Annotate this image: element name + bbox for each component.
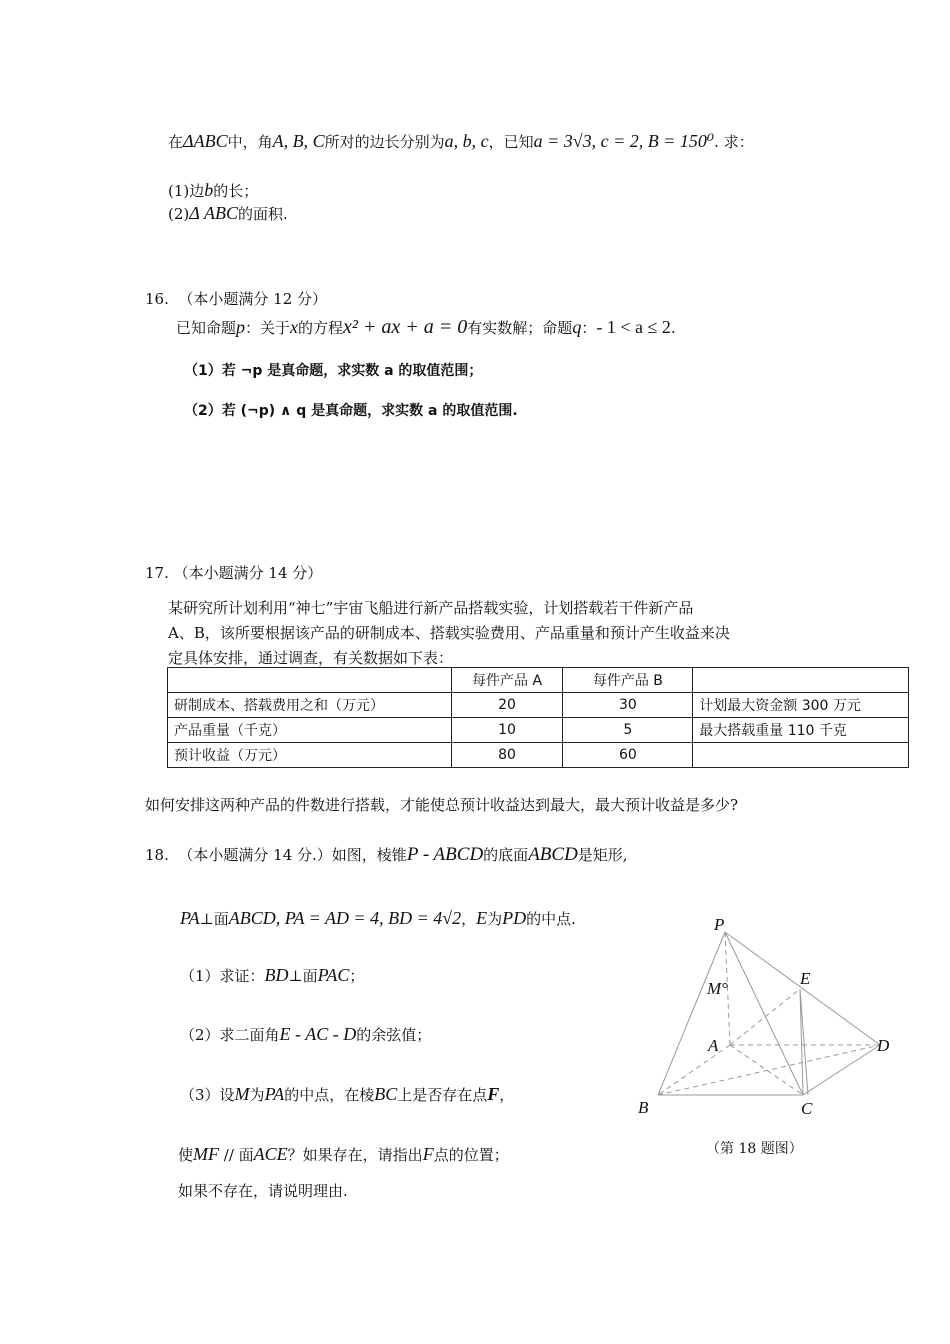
q15-line1 [168, 131, 754, 152]
q18-p3-d: 上是否存在点 [397, 1086, 488, 1104]
q15-text-a: 在 [168, 133, 184, 151]
q18-p4-mf: MF [193, 1144, 220, 1164]
table-cell: 30 [563, 693, 693, 718]
q18-p1-bd: BD [264, 965, 289, 985]
q18-p4-c: 点的位置； [433, 1146, 509, 1164]
q16-x: x [290, 317, 299, 337]
q15-part1-a: (1)边 [168, 182, 205, 200]
q15-text-b: 中，角 [227, 133, 273, 151]
table-cell: 最大搭载重量 110 千克 [693, 718, 909, 743]
q15-sides: a, b, c [444, 131, 489, 151]
q18-header: （本小题满分 14 分.）如图，棱锥 [178, 846, 407, 864]
vertex-label-e: E [800, 969, 811, 988]
q18-p1-a: （1）求证： [180, 967, 265, 985]
vertex-label-p: P [714, 915, 725, 934]
q17-question: 如何安排这两种产品的件数进行搭载，才能使总预计收益达到最大，最大预计收益是多少? [145, 796, 739, 814]
q16-range: - 1 < a ≤ 2 [596, 317, 671, 337]
q18-p3-bc: BC [374, 1084, 398, 1104]
vertex-label-a: A [708, 1036, 719, 1055]
q17-para1: 某研究所计划利用“神七”宇宙飞船进行新产品搭载实验，计划搭载若干件新产品 [168, 599, 694, 617]
q17-number: 17. [145, 564, 169, 582]
q18-p3-f: F [487, 1084, 500, 1104]
q18-p3-m: M [234, 1084, 250, 1104]
q17-header: （本小题满分 14 分） [173, 564, 323, 582]
table-header-row [168, 668, 909, 693]
table-header-cell: 每件产品 A [451, 668, 563, 693]
q18-cond-e: E [476, 908, 488, 928]
edge-cd [803, 1045, 880, 1095]
q18-cond-perp: ⊥面 [199, 910, 229, 928]
q17-para2: A、B，该所要根据该产品的研制成本、搭载实验费用、产品重量和预计产生收益来决 [168, 624, 730, 642]
q18-part3-cont [178, 1144, 509, 1165]
q18-p4-ace: ACE [253, 1144, 288, 1164]
q18-h-b: 的底面 [483, 846, 529, 864]
q18-p2-a: （2）求二面角 [180, 1026, 280, 1044]
table-cell: 5 [563, 718, 693, 743]
q18-part3-end: 如果不存在，请说明理由. [178, 1182, 348, 1200]
q18-part1 [180, 965, 364, 986]
q16-heading [145, 288, 327, 309]
edge-pb [658, 932, 725, 1095]
q18-heading [145, 844, 628, 866]
q18-cond-expr: ABCD, PA = AD = 4, BD = 4√2 [228, 908, 462, 928]
q16-stem-c: 的方程 [298, 319, 344, 337]
table-cell: 研制成本、搭载费用之和（万元） [168, 693, 452, 718]
table-cell: 80 [451, 743, 563, 768]
table-cell: 预计收益（万元） [168, 743, 452, 768]
q16-p: p [236, 317, 246, 337]
q16-stem-f: . [670, 319, 676, 337]
q18-h-c: 是矩形, [577, 846, 628, 864]
q15-part1 [168, 180, 258, 201]
edge-pc [725, 932, 803, 1095]
q15-part1-var: b [204, 180, 214, 200]
q18-p1-pac: PAC [317, 965, 350, 985]
q18-p2-b: 的余弦值； [356, 1026, 432, 1044]
table-cell: 20 [451, 693, 563, 718]
table-header-cell [693, 668, 909, 693]
vertex-label-b: B [638, 1098, 649, 1117]
q16-equation: x² + ax + a = 0 [343, 316, 468, 338]
q18-part2 [180, 1024, 431, 1045]
q18-conditions [180, 908, 576, 929]
q15-given: a = 3√3, c = 2, B = 150⁰ [533, 131, 715, 151]
table-cell: 10 [451, 718, 563, 743]
q15-text-c: 所对的边长分别为 [324, 133, 445, 151]
vertex-label-c: C [801, 1099, 813, 1118]
q18-p3-e: ， [499, 1086, 515, 1104]
edge-ac [730, 1045, 803, 1095]
q18-p3-a: （3）设 [180, 1086, 235, 1104]
q18-cond-pd: PD [502, 908, 527, 928]
q15-angles: A, B, C [272, 131, 325, 151]
q18-pyramid: P - ABCD [406, 844, 484, 865]
q18-p3-c: 的中点，在棱 [284, 1086, 375, 1104]
q18-base: ABCD [528, 844, 578, 865]
q16-stem-e: ： [581, 319, 597, 337]
q18-p4-f: F [422, 1144, 434, 1164]
edge-bd [658, 1045, 880, 1095]
table-cell: 60 [563, 743, 693, 768]
q16-header: （本小题满分 12 分） [178, 290, 328, 308]
table-row [168, 718, 909, 743]
q15-triangle: ΔABC [183, 131, 228, 151]
q18-cond-c: 为 [487, 910, 503, 928]
q16-stem-b: ：关于 [245, 319, 291, 337]
q17-data-table [167, 667, 909, 768]
q18-number: 18. [145, 846, 169, 864]
table-header-cell: 每件产品 B [563, 668, 693, 693]
table-cell [693, 743, 909, 768]
q18-p3-pa: PA [264, 1084, 285, 1104]
table-cell: 计划最大资金额 300 万元 [693, 693, 909, 718]
edge-ae [730, 989, 800, 1045]
q18-p1-b: ； [349, 967, 365, 985]
q15-part1-b: 的长； [213, 182, 259, 200]
q16-part1: （1）若 ¬p 是真命题，求实数 a 的取值范围； [184, 363, 483, 379]
q16-stem [176, 316, 676, 339]
q17-para3: 定具体安排，通过调查，有关数据如下表： [168, 649, 454, 667]
q18-p2-expr: E - AC - D [279, 1024, 357, 1044]
q18-p1-perp: ⊥面 [288, 967, 318, 985]
figure-caption: （第 18 题图） [706, 1141, 803, 1157]
q15-part2-a: (2) [168, 205, 190, 223]
pyramid-diagram [620, 905, 920, 1165]
q18-cond-pa: PA [180, 908, 200, 928]
q18-p4-a: 使 [178, 1146, 194, 1164]
vertex-label-d: D [877, 1036, 890, 1055]
q16-q: q [572, 317, 582, 337]
q16-part2: （2）若 (¬p) ∧ q 是真命题，求实数 a 的取值范围. [184, 403, 518, 419]
q18-p4-b: ？如果存在，请指出 [287, 1146, 423, 1164]
q15-part2 [168, 203, 288, 224]
q16-number: 16. [145, 290, 169, 308]
q15-part2-b: 的面积. [238, 205, 288, 223]
table-cell: 产品重量（千克） [168, 718, 452, 743]
q18-cond-d: 的中点. [526, 910, 576, 928]
q15-part2-var: Δ ABC [189, 203, 238, 223]
pyramid-figure [620, 905, 920, 1165]
q18-part3 [180, 1084, 514, 1105]
q18-p4-par: // 面 [219, 1146, 254, 1164]
q17-heading [145, 562, 322, 583]
q18-cond-b: ， [461, 910, 477, 928]
vertex-label-m: M° [707, 979, 728, 998]
q18-p3-b: 为 [249, 1086, 265, 1104]
table-row [168, 693, 909, 718]
q15-text-d: ，已知 [488, 133, 534, 151]
q15-text-e: . 求： [714, 133, 754, 151]
q16-stem-d: 有实数解；命题 [467, 319, 573, 337]
table-header-cell [168, 668, 452, 693]
q16-stem-a: 已知命题 [176, 319, 237, 337]
table-row [168, 743, 909, 768]
